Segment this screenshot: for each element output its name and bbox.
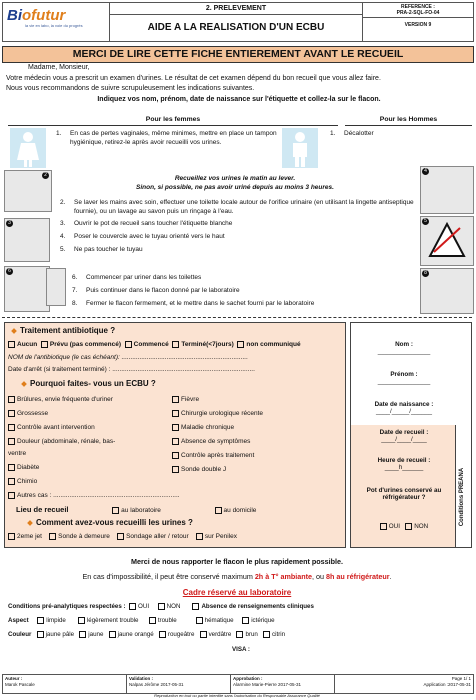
checkbox-icon xyxy=(215,507,222,514)
how-option[interactable]: sur Penilex xyxy=(196,533,237,540)
why-option[interactable]: Contrôle après traitement xyxy=(172,452,254,460)
step-6: Commencer par uriner dans les toilettes xyxy=(86,274,202,281)
place-row xyxy=(16,506,256,515)
women-heading: Pour les femmes xyxy=(8,116,338,126)
checkbox-icon xyxy=(192,603,199,610)
checkbox-icon xyxy=(172,341,179,348)
document-header xyxy=(2,2,474,42)
couleur-option[interactable]: verdâtre xyxy=(200,631,232,638)
checkbox-icon xyxy=(37,617,44,624)
checkbox-icon xyxy=(8,424,15,431)
footer-validation: Validation : Nalpas Jérôme 2017-05-31 xyxy=(127,675,231,693)
treatment-option-commence[interactable]: Commencé xyxy=(125,341,169,348)
how-option[interactable]: 2eme jet xyxy=(8,533,42,540)
patient-prenom[interactable]: Prénom : _______________ xyxy=(377,371,431,385)
photo-flask xyxy=(46,268,66,306)
how-option[interactable]: Sondage aller / retour xyxy=(117,533,189,540)
how-option[interactable]: Sonde à demeure xyxy=(49,533,110,540)
checkbox-icon xyxy=(172,396,179,403)
treatment-option-non-communique[interactable]: non communiqué xyxy=(237,341,300,348)
why-option[interactable]: Sonde double J xyxy=(172,466,226,474)
checkbox-icon xyxy=(8,438,15,445)
footer-approval: Approbation : Alarmine Marie-Pierre 2017-05-31 xyxy=(231,675,335,693)
checkbox-icon xyxy=(37,631,44,638)
aspect-row: Aspect limpide légèrement trouble trouble hématique ictérique xyxy=(8,617,275,624)
why-option[interactable]: Chimio xyxy=(8,478,37,486)
why-heading: Pourquoi faites- vous un ECBU ? xyxy=(22,380,156,389)
document-footer xyxy=(2,674,474,694)
step-7: Puis continuer dans le flacon donné par le laboratoire xyxy=(86,287,240,294)
aspect-option[interactable]: hématique xyxy=(196,617,234,624)
couleur-option[interactable]: jaune xyxy=(79,631,103,638)
cond-non[interactable]: NON xyxy=(158,603,181,610)
why-option-cont: ventre xyxy=(8,450,27,457)
document-title: AIDE A LA REALISATION D'UN ECBU xyxy=(147,22,325,33)
checkbox-icon xyxy=(172,438,179,445)
why-option[interactable]: Maladie chronique xyxy=(172,424,234,432)
checkbox-icon xyxy=(237,341,244,348)
return-notice: Merci de nous rapporter le flacon le plus rapidement possible. xyxy=(130,557,344,566)
couleur-option[interactable]: citrin xyxy=(263,631,285,638)
patient-nom[interactable]: Nom : _______________ xyxy=(377,341,431,355)
why-option[interactable]: Fièvre xyxy=(172,396,199,404)
treatment-heading: Traitement antibiotique ? xyxy=(12,327,115,336)
couleur-row: Couleur jaune pâle jaune jaune orangé rougeâtre verdâtre brun citrin xyxy=(8,631,286,638)
checkbox-icon xyxy=(200,631,207,638)
checkbox-icon xyxy=(405,523,412,530)
collection-time[interactable]: Heure de recueil : ____h______ xyxy=(377,457,431,471)
checkbox-icon xyxy=(8,341,15,348)
fridge-options xyxy=(355,523,453,530)
ecbu-form: Biofutur la vie en labo, la voie du progrès 2. PRELEVEMENT AIDE A LA REALISATION D'UN ECBU REFERENCE : PRA-2-SQL-FO-04 VERSION 9 MERCI DE LIRE CETTE FICHE ENTIEREMENT AVANT LE RECUEIL Madame, Monsieur, Votre médecin vous a prescrit un examen d'urines. Le résultat de cet examen dépend du bon recueil que vous allez faire. Nous vous recommandons de suivre scrupuleusement les indications suivantes. Indiquez vos nom, prénom, date de naissance sur l'étiquette et collez-la sur le flacon. Pour les femmes Pour les Hommes 1. En cas de pertes vaginales, même minimes, mettre en place un tampon hygiénique, retirez-le après avoir recueilli vos urines. 1. Décalotter Recueillez vos urines le matin au lever. Sinon, si possible, ne pas avoir uriné depuis au moins 3 heures. 2 3 6 4 5 8 2. Se laver les mains avec soin, effectuer une toilette locale autour de l'orifice urinaire (en utilisant la lingette antiseptique fournie), ou un lavage au savon puis un rinçage à l'eau. 3. Ouvrir le pot de recueil sans toucher l'étiquette blanche 4. Poser le couvercle avec le tuyau orienté vers le haut 5. Ne pas toucher le tuyau 6. Commencer par uriner dans les toilettes 7. Puis continuer dans le flacon donné par le laboratoire 8. Fermer le flacon fermement, et le mettre dans le sachet fourni par le laboratoire Traitement antibiotique ? Aucun Prévu (pas commencé) Commencé Terminé(<7jours) non communiqué NOM de l'antibiotique (le cas échéant): ...................................................................... Date d'arrêt (si traitement terminé) : ............................................................................... Pourquoi faites- vous un ECBU ? Brûlures, envie fréquente d'uriner Grossesse Contrôle avant intervention Douleur (abdominale, rénale, bas- ventre Diabète Chimio Autres cas : ...................................................................... Fièvre Chirurgie urologique récente Maladie chronique Absence de symptômes Contrôle après traitement Sonde double J Lieu de recueil au laboratoire au domicile Comment avez-vous recueilli les urines ? 2eme jet Sonde à demeure Sondage aller / retour sur Penilex Nom : _______________ Prénom : _______________ Date de naissance : ____/_____/______ Date de recueil : ____/____/____ Heure de recueil : ____h______ Pot d'urines conservé au réfrigérateur ? OUI NON Conditions PREANA Merci de nous rapporter le flacon le plus rapidement possible. En cas d'impossibilité, il peut être conservé maximum 2h à T° ambiante, ou 8h au réfrigérateur. Cadre réservé au laboratoire Conditions pré-analytiques respectées : OUI NON Absence de renseignements cliniques Aspect limpide légèrement trouble trouble hématique ictérique Couleur jaune pâle jaune jaune orangé rougeâtre verdâtre brun citrin VISA : Auteur : Marok Pascale Validation : Nalpas Jérôme 2017-05-31 Approbation : Alarmine Marie-Pierre 2017-05-31 Page 1/ 1 Application :2017-05-31 Reproduction en tout ou partie interdite sans l'autorisation du Responsable Assurance Qualité xyxy=(0,0,476,700)
storage-notice: En cas d'impossibilité, il peut être conservé maximum 2h à T° ambiante, ou 8h au réfrigérateur. xyxy=(82,572,392,581)
cond-absence[interactable]: Absence de renseignements cliniques xyxy=(192,603,313,610)
version-label: VERSION 9 xyxy=(404,22,432,28)
why-option[interactable]: Diabète xyxy=(8,464,39,472)
checkbox-icon xyxy=(172,410,179,417)
why-option[interactable]: Absence de symptômes xyxy=(172,438,250,446)
treatment-option-termine[interactable]: Terminé(<7jours) xyxy=(172,341,233,348)
footer-page: Page 1/ 1 Application :2017-05-31 xyxy=(423,676,471,687)
checkbox-icon xyxy=(8,533,15,540)
lab-reserved-title: Cadre réservé au laboratoire xyxy=(182,588,292,597)
antibiotic-name-field[interactable]: NOM de l'antibiotique (le cas échéant): ...................................................................... xyxy=(8,354,249,361)
patient-dob[interactable]: Date de naissance : ____/_____/______ xyxy=(374,401,434,415)
stop-date-field[interactable]: Date d'arrêt (si traitement terminé) : ............................................................................... xyxy=(8,366,255,373)
section-label: 2. PRELEVEMENT xyxy=(110,3,362,15)
checkbox-icon xyxy=(117,533,124,540)
header-title-block xyxy=(109,3,363,41)
patient-box xyxy=(350,322,472,548)
treatment-options xyxy=(8,341,301,349)
step-4: Poser le couvercle avec le tuyau orienté vers le haut xyxy=(74,233,225,240)
couleur-option[interactable]: jaune pâle xyxy=(37,631,75,638)
checkbox-icon xyxy=(172,452,179,459)
checkbox-icon xyxy=(79,631,86,638)
why-option-other[interactable]: Autres cas : ...................................................................... xyxy=(8,492,180,500)
conditions-row: Conditions pré-analytiques respectées : OUI NON Absence de renseignements cliniques xyxy=(8,603,314,610)
place-option-lab[interactable]: au laboratoire xyxy=(112,507,161,514)
checkbox-icon xyxy=(172,466,179,473)
fridge-non[interactable]: NON xyxy=(405,523,428,530)
checkbox-icon xyxy=(8,478,15,485)
checkbox-icon xyxy=(8,492,15,499)
aspect-option[interactable]: ictérique xyxy=(242,617,274,624)
checkbox-icon xyxy=(125,341,132,348)
fridge-question: Pot d'urines conservé au réfrigérateur ? xyxy=(366,487,442,501)
visa-field[interactable]: VISA : xyxy=(232,646,250,653)
woman-icon xyxy=(10,128,46,168)
why-option[interactable]: Chirurgie urologique récente xyxy=(172,410,263,418)
how-heading: Comment avez-vous recueilli les urines ? xyxy=(28,519,193,528)
conditions-label: Conditions PREANA xyxy=(459,467,465,527)
treatment-option-prevu[interactable]: Prévu (pas commencé) xyxy=(41,341,121,348)
checkbox-icon xyxy=(8,464,15,471)
why-option[interactable]: Douleur (abdominale, rénale, bas- xyxy=(8,438,115,446)
checkbox-icon xyxy=(41,341,48,348)
fridge-oui[interactable]: OUI xyxy=(380,523,400,530)
aspect-option[interactable]: limpide xyxy=(37,617,66,624)
couleur-option[interactable]: brun xyxy=(236,631,257,638)
checkbox-icon xyxy=(242,617,249,624)
how-options xyxy=(8,533,237,541)
place-label: Lieu de recueil xyxy=(16,505,69,514)
cond-oui[interactable]: OUI xyxy=(129,603,149,610)
checkbox-icon xyxy=(149,617,156,624)
why-option[interactable]: Brûlures, envie fréquente d'uriner xyxy=(8,396,113,404)
checkbox-icon xyxy=(109,631,116,638)
checkbox-icon xyxy=(158,603,165,610)
checkbox-icon xyxy=(196,533,203,540)
checkbox-icon xyxy=(78,617,85,624)
step-2: Se laver les mains avec soin, effectuer une toilette locale autour de l'orifice urinaire (en utilisant la lingette antiseptique fournie), ou un lavage au savon puis un rinçage à l'eau. xyxy=(74,199,414,215)
page-title: MERCI DE LIRE CETTE FICHE ENTIEREMENT AVANT LE RECUEIL xyxy=(2,46,474,63)
place-option-home[interactable]: au domicile xyxy=(215,507,257,514)
checkbox-icon xyxy=(129,603,136,610)
checkbox-icon xyxy=(172,424,179,431)
checkbox-icon xyxy=(236,631,243,638)
morning-instructions: Recueillez vos urines le matin au lever. Sinon, si possible, ne pas avoir uriné depuis au moins 3 heures. xyxy=(136,175,334,191)
man-icon xyxy=(282,128,318,168)
why-option[interactable]: Contrôle avant intervention xyxy=(8,424,95,432)
step-8: Fermer le flacon fermement, et le mettre dans le sachet fourni par le laboratoire xyxy=(86,300,315,307)
collection-date[interactable]: Date de recueil : ____/____/____ xyxy=(379,429,429,443)
footer-author: Auteur : Marok Pascale xyxy=(3,675,127,693)
biofutur-logo: Biofutur la vie en labo, la voie du progrès xyxy=(7,7,83,28)
intro-text: Madame, Monsieur, Votre médecin vous a prescrit un examen d'urines. Le résultat de cet examen dépend du bon recueil que vous allez faire. Nous vous recommandons de suivre scrupuleusement les indications suivantes. Indiquez vos nom, prénom, date de naissance sur l'étiquette et collez-la sur le flacon. xyxy=(6,64,381,103)
aspect-option[interactable]: trouble xyxy=(149,617,177,624)
step-3: Ouvrir le pot de recueil sans toucher l'étiquette blanche xyxy=(74,220,233,227)
why-option[interactable]: Grossesse xyxy=(8,410,48,418)
checkbox-icon xyxy=(196,617,203,624)
checkbox-icon xyxy=(8,396,15,403)
men-heading: Pour les Hommes xyxy=(345,116,472,126)
checkbox-icon xyxy=(380,523,387,530)
couleur-option[interactable]: rougeâtre xyxy=(159,631,195,638)
aspect-option[interactable]: légèrement trouble xyxy=(78,617,139,624)
checkbox-icon xyxy=(112,507,119,514)
checkbox-icon xyxy=(8,410,15,417)
step-5: Ne pas toucher le tuyau xyxy=(74,246,143,253)
men-step-1: Décalotter xyxy=(344,130,374,137)
checkbox-icon xyxy=(263,631,270,638)
warning-icon xyxy=(428,222,466,260)
footer-note: Reproduction en tout ou partie interdite sans l'autorisation du Responsable Assurance Qualité xyxy=(154,693,320,698)
women-step-1: En cas de pertes vaginales, même minimes, mettre en place un tampon hygiénique, retirez-le après avoir recueilli vos urines. xyxy=(70,130,277,146)
checkbox-icon xyxy=(159,631,166,638)
treatment-option-aucun[interactable]: Aucun xyxy=(8,341,37,348)
reference-block: REFERENCE : PRA-2-SQL-FO-04 VERSION 9 xyxy=(363,3,473,32)
couleur-option[interactable]: jaune orangé xyxy=(109,631,154,638)
checkbox-icon xyxy=(49,533,56,540)
cut-line xyxy=(2,317,472,318)
